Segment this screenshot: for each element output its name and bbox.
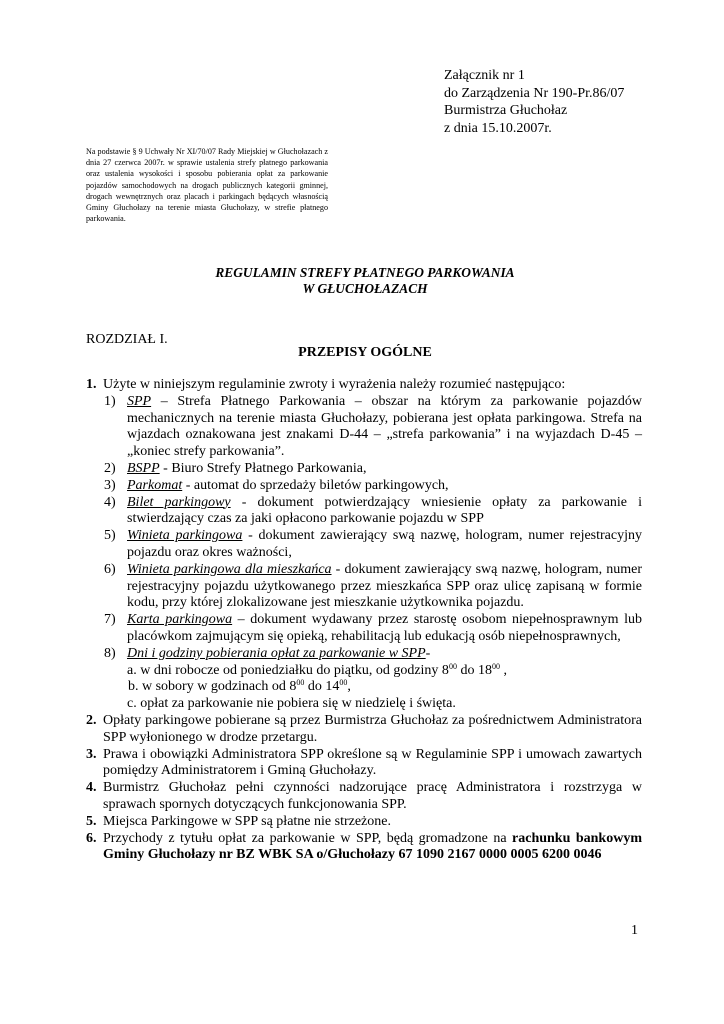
paragraph-5 [86, 814, 642, 831]
definition-text: – Strefa Płatnego Parkowania – obszar na którym za parkowanie pojazdów mechanicznych na terenie miasta Głuchołazy, pobierana jest opłata parkingowa. Strefa na wjazdach oznakowana jest znakami D-44 – „strefa parkowania” i na wyjazdach D-45 – „koniec strefy parkowania”. [127, 393, 642, 460]
definition-item [86, 478, 642, 495]
definition-item [86, 394, 642, 461]
paragraph-number: 4. [86, 780, 97, 796]
defined-term: Parkomat [127, 477, 183, 493]
definition-text: - dokument zawierający swą nazwę, hologram, numer rejestracyjny pojazdu użytkowanego przez mieszkańca SPP oraz ulicę zapisaną w formie kodu, przy której zlokalizowane jest mieszkanie użytkownika pojazdu. [127, 561, 642, 611]
regulation-body [86, 377, 642, 864]
definition-item [86, 528, 642, 562]
schedule-saturdays: b. w sobory w godzinach od $8^{00}$ do $14^{00}$, [128, 678, 351, 695]
paragraph-number: 3. [86, 746, 97, 762]
defined-term: Winieta parkingowa dla mieszkańca [127, 561, 332, 577]
paragraph-6 [86, 831, 642, 865]
paragraph-number: 1. [86, 377, 97, 392]
definition-item [86, 461, 642, 478]
page-number: 1 [631, 923, 638, 938]
paragraph-text: Prawa i obowiązki Administratora SPP określone są w Regulaminie SPP i umowach zawartych pomiędzy Administratorem i Gminą Głuchołazy. [103, 746, 642, 779]
bank-account-details: rachunku bankowym Gminy Głuchołazy nr BZ WBK SA o/Głuchołazy 67 1090 2167 0000 0005 6200 0046 [103, 830, 642, 863]
annex-header [444, 67, 624, 137]
paragraph-text: Przychody z tytułu opłat za parkowanie w SPP, będą gromadzone na [103, 830, 513, 846]
item-number: 2) [104, 460, 116, 476]
defined-term: Bilet parkingowy [127, 494, 231, 510]
item-number: 8) [104, 645, 116, 661]
defined-term: Dni i godziny pobierania opłat za parkowanie w SPP [127, 645, 426, 661]
schedule-weekdays: a. w dni robocze od poniedziałku do piątku, od godziny $8^{00}$ do $18^{00}$ , [127, 661, 507, 678]
fee-schedule [86, 663, 642, 713]
paragraph-1 [86, 377, 642, 394]
defined-term: Winieta parkingowa [127, 528, 243, 544]
definition-text: - Biuro Strefy Płatnego Parkowania, [159, 460, 367, 476]
definition-text: - [425, 645, 431, 661]
item-number: 7) [104, 612, 116, 628]
schedule-sundays: c. opłat za parkowanie nie pobiera się w niedzielę i święta. [127, 696, 456, 712]
definition-item [86, 495, 642, 529]
annex-line-4: z dnia 15.10.2007r. [444, 120, 552, 136]
chapter-heading: ROZDZIAŁ I. [86, 332, 168, 347]
annex-line-1: Załącznik nr 1 [444, 68, 525, 83]
definition-item [86, 646, 642, 663]
annex-line-2: do Zarządzenia Nr 190-Pr.86/07 [444, 85, 625, 101]
paragraph-text: Użyte w niniejszym regulaminie zwroty i wyrażenia należy rozumieć następująco: [103, 377, 566, 392]
paragraph-number: 2. [86, 712, 97, 728]
paragraph-4 [86, 780, 642, 814]
item-number: 6) [104, 561, 116, 577]
paragraph-text: Miejsca Parkingowe w SPP są płatne nie strzeżone. [103, 813, 391, 829]
definition-text: - dokument potwierdzający wniesienie opłaty za parkowanie i stwierdzający czas za jaki opłacono parkowanie pojazdu w SPP [127, 494, 642, 527]
defined-term: BSPP [127, 460, 160, 476]
definition-item [86, 562, 642, 612]
paragraph-2 [86, 713, 642, 747]
definition-text: - automat do sprzedaży biletów parkingowych, [182, 477, 449, 493]
paragraph-number: 6. [86, 830, 97, 846]
annex-line-3: Burmistrza Głuchołaz [444, 103, 568, 118]
paragraph-number: 5. [86, 813, 97, 829]
document-title: REGULAMIN STREFY PŁATNEGO PARKOWANIA [215, 265, 515, 280]
definition-text: – dokument wydawany przez starostę osobom niepełnosprawnym lub placówkom zajmującym się opieką, rehabilitacją lub edukacją osób niepełnosprawnych, [127, 612, 642, 644]
item-number: 4) [104, 494, 116, 510]
definition-text: - dokument zawierający swą nazwę, hologram, numer rejestracyjny pojazdu oraz okres ważności, [127, 528, 642, 560]
paragraph-text: Burmistrz Głuchołaz pełni czynności nadzorujące pracę Administratora i rozstrzyga w sprawach spornych dotyczących funkcjonowania SPP. [103, 780, 642, 812]
legal-basis-note: Na podstawie § 9 Uchwały Nr XI/70/07 Rady Miejskiej w Głuchołazach z dnia 27 czerwca 2007r. w sprawie ustalenia strefy płatnego parkowania oraz ustalenia wysokości i sposobu pobierania opłat za parkowanie pojazdów samochodowych na drogach publicznych kategorii gminnej, drogach wewnętrznych oraz placach i parkingach będących własnością Gminy Głuchołazy na terenie miasta Głuchołazy, w strefie płatnego parkowania. [86, 147, 328, 224]
document-title-line-2: W GŁUCHOŁAZACH [302, 281, 428, 296]
item-number: 3) [104, 477, 116, 493]
defined-term: SPP [127, 393, 152, 409]
section-title: PRZEPISY OGÓLNE [298, 345, 432, 360]
paragraph-text: Opłaty parkingowe pobierane są przez Burmistrza Głuchołaz za pośrednictwem Administratora SPP wyłonionego w drodze przetargu. [103, 712, 642, 745]
definition-item [86, 612, 642, 646]
item-number: 1) [104, 393, 116, 409]
item-number: 5) [104, 528, 116, 544]
defined-term: Karta parkingowa [127, 612, 233, 628]
paragraph-3 [86, 747, 642, 781]
